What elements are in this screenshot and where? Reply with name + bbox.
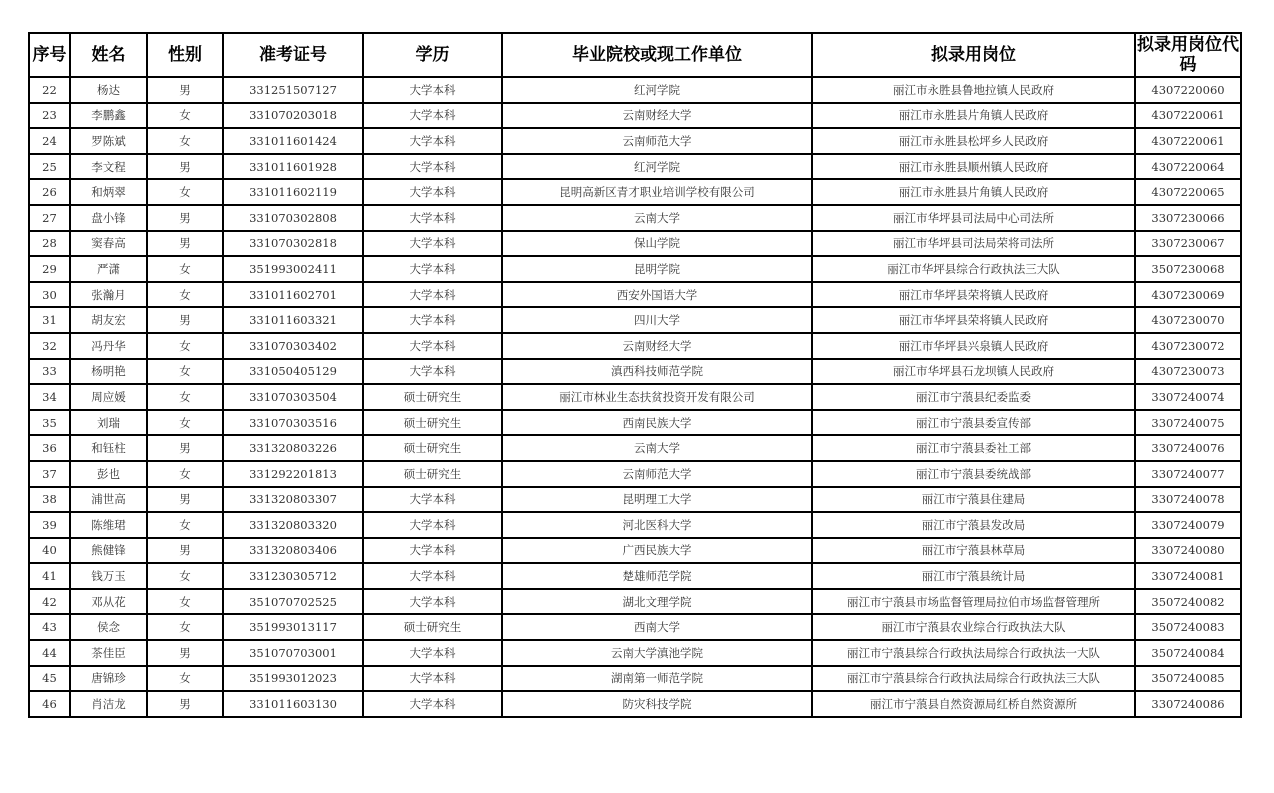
table-row [29, 538, 1241, 564]
cell-school: 云南财经大学 [502, 333, 812, 359]
cell-post: 丽江市宁蒗县综合行政执法局综合行政执法一大队 [812, 640, 1135, 666]
cell-code: 3507240082 [1135, 589, 1241, 615]
cell-post: 丽江市华坪县兴泉镇人民政府 [812, 333, 1135, 359]
cell-gender: 女 [147, 563, 223, 589]
table-row [29, 256, 1241, 282]
cell-ticket: 331011602701 [223, 282, 363, 308]
cell-education: 硕士研究生 [363, 461, 502, 487]
cell-ticket: 331320803406 [223, 538, 363, 564]
cell-education: 大学本科 [363, 128, 502, 154]
table-row [29, 461, 1241, 487]
cell-gender: 男 [147, 640, 223, 666]
cell-ticket: 331011603321 [223, 307, 363, 333]
cell-school: 云南师范大学 [502, 128, 812, 154]
cell-school: 昆明理工大学 [502, 487, 812, 513]
cell-school: 红河学院 [502, 77, 812, 103]
header-education: 学历 [363, 33, 502, 77]
table-row [29, 435, 1241, 461]
cell-name: 刘瑞 [70, 410, 147, 436]
cell-gender: 女 [147, 589, 223, 615]
header-post: 拟录用岗位 [812, 33, 1135, 77]
cell-post: 丽江市永胜县松坪乡人民政府 [812, 128, 1135, 154]
cell-code: 3307230067 [1135, 231, 1241, 257]
cell-post: 丽江市宁蒗县林草局 [812, 538, 1135, 564]
cell-school: 昆明学院 [502, 256, 812, 282]
cell-school: 西南大学 [502, 614, 812, 640]
cell-code: 4307220064 [1135, 154, 1241, 180]
cell-gender: 女 [147, 282, 223, 308]
cell-code: 3307240080 [1135, 538, 1241, 564]
table-row [29, 333, 1241, 359]
table-row [29, 384, 1241, 410]
cell-ticket: 351993002411 [223, 256, 363, 282]
cell-education: 大学本科 [363, 77, 502, 103]
cell-school: 云南财经大学 [502, 103, 812, 129]
header-ticket: 准考证号 [223, 33, 363, 77]
cell-education: 大学本科 [363, 512, 502, 538]
cell-post: 丽江市华坪县司法局中心司法所 [812, 205, 1135, 231]
table-row [29, 487, 1241, 513]
cell-education: 大学本科 [363, 359, 502, 385]
table-row [29, 640, 1241, 666]
cell-gender: 男 [147, 231, 223, 257]
table-body [29, 77, 1241, 717]
table-row [29, 179, 1241, 205]
cell-school: 昆明高新区青才职业培训学校有限公司 [502, 179, 812, 205]
cell-code: 3307240074 [1135, 384, 1241, 410]
cell-post: 丽江市宁蒗县委社工部 [812, 435, 1135, 461]
cell-post: 丽江市宁蒗县住建局 [812, 487, 1135, 513]
cell-education: 大学本科 [363, 179, 502, 205]
cell-name: 盘小锋 [70, 205, 147, 231]
cell-education: 大学本科 [363, 640, 502, 666]
cell-code: 4307220061 [1135, 128, 1241, 154]
cell-seq: 29 [29, 256, 70, 282]
cell-name: 浦世高 [70, 487, 147, 513]
cell-school: 云南大学 [502, 435, 812, 461]
cell-code: 4307230073 [1135, 359, 1241, 385]
cell-code: 4307230072 [1135, 333, 1241, 359]
cell-ticket: 331070203018 [223, 103, 363, 129]
cell-name: 李文程 [70, 154, 147, 180]
cell-code: 3307240081 [1135, 563, 1241, 589]
cell-seq: 25 [29, 154, 70, 180]
cell-gender: 男 [147, 307, 223, 333]
cell-ticket: 331320803307 [223, 487, 363, 513]
cell-ticket: 351993012023 [223, 666, 363, 692]
cell-code: 3307230066 [1135, 205, 1241, 231]
table-row [29, 77, 1241, 103]
cell-school: 广西民族大学 [502, 538, 812, 564]
cell-name: 窦春高 [70, 231, 147, 257]
cell-seq: 34 [29, 384, 70, 410]
cell-name: 陈维珺 [70, 512, 147, 538]
table-row [29, 512, 1241, 538]
cell-school: 丽江市林业生态扶贫投资开发有限公司 [502, 384, 812, 410]
cell-seq: 24 [29, 128, 70, 154]
cell-ticket: 351070703001 [223, 640, 363, 666]
cell-ticket: 331011603130 [223, 691, 363, 717]
cell-gender: 男 [147, 691, 223, 717]
header-school: 毕业院校或现工作单位 [502, 33, 812, 77]
cell-ticket: 331011601424 [223, 128, 363, 154]
cell-post: 丽江市永胜县顺州镇人民政府 [812, 154, 1135, 180]
cell-gender: 女 [147, 179, 223, 205]
cell-seq: 42 [29, 589, 70, 615]
cell-gender: 女 [147, 461, 223, 487]
cell-name: 罗陈斌 [70, 128, 147, 154]
cell-education: 大学本科 [363, 563, 502, 589]
cell-school: 楚雄师范学院 [502, 563, 812, 589]
table-row [29, 359, 1241, 385]
cell-seq: 41 [29, 563, 70, 589]
cell-ticket: 331070303504 [223, 384, 363, 410]
cell-code: 3507240084 [1135, 640, 1241, 666]
cell-education: 大学本科 [363, 282, 502, 308]
cell-name: 熊健锋 [70, 538, 147, 564]
cell-gender: 男 [147, 77, 223, 103]
header-gender: 性别 [147, 33, 223, 77]
cell-post: 丽江市宁蒗县委宣传部 [812, 410, 1135, 436]
cell-code: 4307230070 [1135, 307, 1241, 333]
cell-seq: 35 [29, 410, 70, 436]
cell-code: 3507230068 [1135, 256, 1241, 282]
cell-code: 3307240078 [1135, 487, 1241, 513]
cell-name: 冯丹华 [70, 333, 147, 359]
cell-seq: 28 [29, 231, 70, 257]
cell-seq: 43 [29, 614, 70, 640]
cell-code: 3507240083 [1135, 614, 1241, 640]
cell-code: 3307240086 [1135, 691, 1241, 717]
cell-name: 杨达 [70, 77, 147, 103]
table-row [29, 691, 1241, 717]
cell-school: 防灾科技学院 [502, 691, 812, 717]
table-row [29, 128, 1241, 154]
cell-gender: 男 [147, 154, 223, 180]
cell-education: 大学本科 [363, 307, 502, 333]
cell-name: 和炳翠 [70, 179, 147, 205]
cell-school: 西南民族大学 [502, 410, 812, 436]
cell-seq: 38 [29, 487, 70, 513]
cell-gender: 女 [147, 103, 223, 129]
cell-name: 李鹏鑫 [70, 103, 147, 129]
cell-name: 侯念 [70, 614, 147, 640]
cell-education: 大学本科 [363, 103, 502, 129]
header-name: 姓名 [70, 33, 147, 77]
cell-post: 丽江市华坪县石龙坝镇人民政府 [812, 359, 1135, 385]
cell-name: 杨明艳 [70, 359, 147, 385]
cell-ticket: 351993013117 [223, 614, 363, 640]
cell-school: 保山学院 [502, 231, 812, 257]
cell-name: 胡友宏 [70, 307, 147, 333]
cell-seq: 46 [29, 691, 70, 717]
cell-ticket: 331070302818 [223, 231, 363, 257]
cell-post: 丽江市宁蒗县纪委监委 [812, 384, 1135, 410]
cell-ticket: 331070302808 [223, 205, 363, 231]
cell-education: 大学本科 [363, 487, 502, 513]
cell-school: 湖南第一师范学院 [502, 666, 812, 692]
cell-seq: 32 [29, 333, 70, 359]
table-row [29, 282, 1241, 308]
cell-post: 丽江市宁蒗县发改局 [812, 512, 1135, 538]
cell-seq: 30 [29, 282, 70, 308]
cell-seq: 44 [29, 640, 70, 666]
cell-ticket: 331011602119 [223, 179, 363, 205]
cell-seq: 23 [29, 103, 70, 129]
header-seq: 序号 [29, 33, 70, 77]
cell-seq: 22 [29, 77, 70, 103]
cell-code: 4307230069 [1135, 282, 1241, 308]
header-row [29, 33, 1241, 77]
cell-code: 3307240079 [1135, 512, 1241, 538]
cell-education: 大学本科 [363, 256, 502, 282]
cell-gender: 女 [147, 359, 223, 385]
cell-gender: 女 [147, 256, 223, 282]
cell-ticket: 331011601928 [223, 154, 363, 180]
cell-school: 滇西科技师范学院 [502, 359, 812, 385]
cell-post: 丽江市宁蒗县农业综合行政执法大队 [812, 614, 1135, 640]
cell-seq: 40 [29, 538, 70, 564]
cell-post: 丽江市宁蒗县市场监督管理局拉伯市场监督管理所 [812, 589, 1135, 615]
cell-gender: 男 [147, 538, 223, 564]
table-row [29, 666, 1241, 692]
cell-gender: 女 [147, 128, 223, 154]
cell-education: 大学本科 [363, 205, 502, 231]
cell-seq: 36 [29, 435, 70, 461]
header-code: 拟录用岗位代码 [1137, 35, 1239, 75]
cell-education: 大学本科 [363, 231, 502, 257]
cell-name: 唐锦珍 [70, 666, 147, 692]
cell-gender: 女 [147, 512, 223, 538]
cell-seq: 45 [29, 666, 70, 692]
cell-post: 丽江市华坪县司法局荣将司法所 [812, 231, 1135, 257]
cell-post: 丽江市宁蒗县综合行政执法局综合行政执法三大队 [812, 666, 1135, 692]
cell-school: 四川大学 [502, 307, 812, 333]
cell-gender: 女 [147, 666, 223, 692]
cell-gender: 男 [147, 435, 223, 461]
candidate-roster-table [28, 32, 1242, 718]
cell-post: 丽江市宁蒗县自然资源局红桥自然资源所 [812, 691, 1135, 717]
cell-education: 硕士研究生 [363, 435, 502, 461]
cell-name: 周应媛 [70, 384, 147, 410]
cell-code: 4307220061 [1135, 103, 1241, 129]
cell-seq: 33 [29, 359, 70, 385]
cell-school: 河北医科大学 [502, 512, 812, 538]
cell-name: 邓从花 [70, 589, 147, 615]
cell-ticket: 331320803226 [223, 435, 363, 461]
table-row [29, 205, 1241, 231]
cell-education: 硕士研究生 [363, 410, 502, 436]
cell-seq: 39 [29, 512, 70, 538]
cell-ticket: 331070303402 [223, 333, 363, 359]
cell-post: 丽江市华坪县荣将镇人民政府 [812, 307, 1135, 333]
cell-code: 4307220065 [1135, 179, 1241, 205]
cell-name: 和钰柱 [70, 435, 147, 461]
cell-post: 丽江市华坪县荣将镇人民政府 [812, 282, 1135, 308]
cell-code: 3307240077 [1135, 461, 1241, 487]
cell-ticket: 331320803320 [223, 512, 363, 538]
table-row [29, 589, 1241, 615]
cell-post: 丽江市华坪县综合行政执法三大队 [812, 256, 1135, 282]
table-row [29, 563, 1241, 589]
cell-gender: 男 [147, 487, 223, 513]
table-row [29, 410, 1241, 436]
cell-seq: 26 [29, 179, 70, 205]
cell-code: 3307240076 [1135, 435, 1241, 461]
cell-education: 大学本科 [363, 154, 502, 180]
cell-seq: 27 [29, 205, 70, 231]
cell-post: 丽江市永胜县片角镇人民政府 [812, 179, 1135, 205]
table-row [29, 231, 1241, 257]
cell-gender: 女 [147, 333, 223, 359]
cell-name: 钱万玉 [70, 563, 147, 589]
cell-school: 云南大学滇池学院 [502, 640, 812, 666]
cell-education: 大学本科 [363, 589, 502, 615]
cell-code: 3507240085 [1135, 666, 1241, 692]
cell-education: 硕士研究生 [363, 384, 502, 410]
cell-school: 云南师范大学 [502, 461, 812, 487]
cell-education: 大学本科 [363, 666, 502, 692]
cell-education: 大学本科 [363, 538, 502, 564]
table-row [29, 307, 1241, 333]
cell-school: 西安外国语大学 [502, 282, 812, 308]
cell-post: 丽江市永胜县片角镇人民政府 [812, 103, 1135, 129]
cell-post: 丽江市永胜县鲁地拉镇人民政府 [812, 77, 1135, 103]
cell-code: 3307240075 [1135, 410, 1241, 436]
cell-ticket: 331230305712 [223, 563, 363, 589]
cell-seq: 37 [29, 461, 70, 487]
cell-ticket: 331070303516 [223, 410, 363, 436]
cell-name: 茶佳臣 [70, 640, 147, 666]
cell-ticket: 331292201813 [223, 461, 363, 487]
cell-ticket: 331251507127 [223, 77, 363, 103]
cell-code: 4307220060 [1135, 77, 1241, 103]
cell-ticket: 331050405129 [223, 359, 363, 385]
cell-gender: 女 [147, 384, 223, 410]
cell-ticket: 351070702525 [223, 589, 363, 615]
table-row [29, 614, 1241, 640]
cell-name: 张瀚月 [70, 282, 147, 308]
cell-gender: 女 [147, 410, 223, 436]
cell-gender: 女 [147, 614, 223, 640]
table-row [29, 154, 1241, 180]
cell-post: 丽江市宁蒗县委统战部 [812, 461, 1135, 487]
cell-school: 湖北文理学院 [502, 589, 812, 615]
cell-school: 红河学院 [502, 154, 812, 180]
cell-name: 严潇 [70, 256, 147, 282]
cell-seq: 31 [29, 307, 70, 333]
cell-name: 彭也 [70, 461, 147, 487]
cell-name: 肖洁龙 [70, 691, 147, 717]
table-row [29, 103, 1241, 129]
cell-post: 丽江市宁蒗县统计局 [812, 563, 1135, 589]
cell-school: 云南大学 [502, 205, 812, 231]
cell-education: 硕士研究生 [363, 614, 502, 640]
cell-education: 大学本科 [363, 691, 502, 717]
cell-education: 大学本科 [363, 333, 502, 359]
cell-gender: 男 [147, 205, 223, 231]
